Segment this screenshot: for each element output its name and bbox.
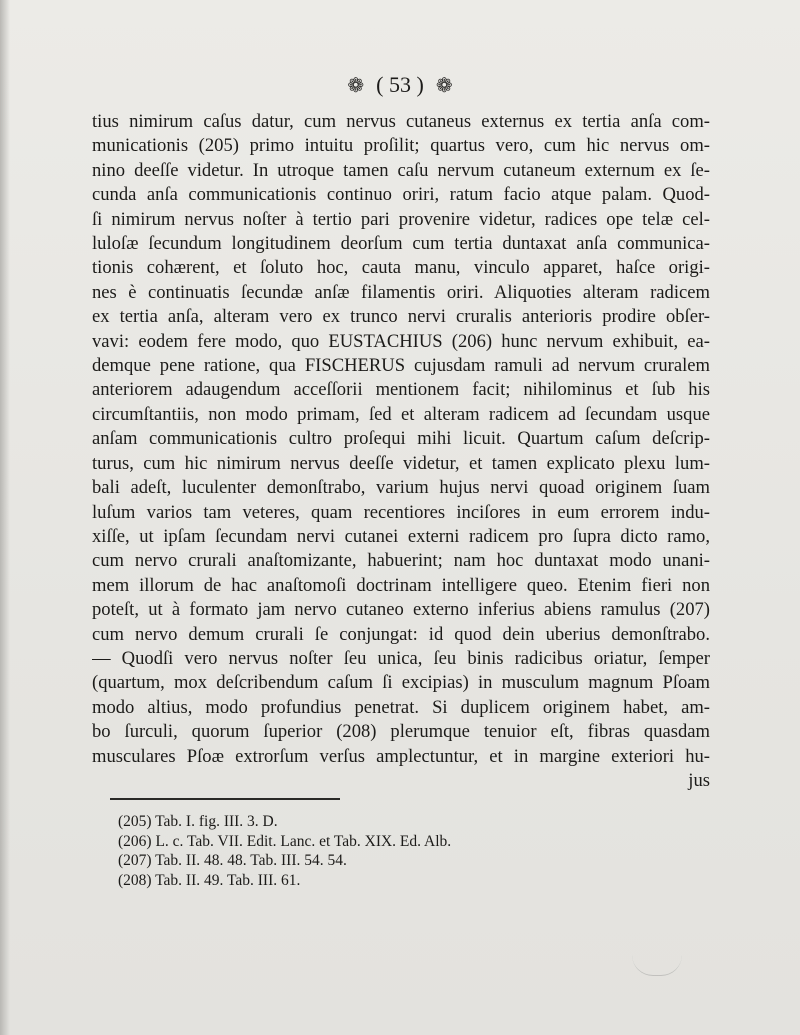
text-line: circumſtantiis, non modo primam, ſed et alteram radicem ad ſecundam usque: [92, 403, 710, 425]
text-line: demque pene ratione, qua FISCHERUS cujusdam ramuli ad nervum cruralem: [92, 355, 710, 377]
footnotes: [118, 812, 451, 890]
text-line: musculares Pſoæ extrorſum verſus amplectuntur, et in margine exteriori hu-: [92, 745, 710, 767]
text-line: nes è continuatis ſecundæ anſæ filamentis oriri. Aliquoties alteram radicem: [92, 281, 710, 303]
text-line: cunda anſa communicationis continuo oriri, ratum facio atque palam. Quod-: [92, 184, 710, 206]
text-line: ex tertia anſa, alteram vero ex trunco nervi cruralis anterioris prodire obſer-: [92, 306, 710, 328]
footnote: (206) L. c. Tab. VII. Edit. Lanc. et Tab. XIX. Ed. Alb.: [118, 832, 452, 850]
body-text: [92, 110, 710, 793]
text-line: tius nimirum caſus datur, cum nervus cutaneus externus ex tertia anſa com-: [92, 111, 710, 132]
right-ornament-icon: ❁: [435, 74, 453, 97]
text-line: anteriorem adaugendum acceſſorii mentionem facit; nihilominus et ſub his: [92, 379, 710, 401]
text-line: xiſſe, ut ipſam ſecundam nervi cutanei externi radicem pro ſupra dicto ramo,: [92, 525, 710, 547]
text-line: cum nervo demum crurali ſe conjungat: id quod dein uberius demonſtrabo.: [92, 623, 710, 645]
footnote-rule: [110, 798, 340, 800]
text-line: anſam communicationis cultro proſequi mihi licuit. Quartum caſum deſcrip-: [92, 428, 710, 450]
text-line: poteſt, ut à formato jam nervo cutaneo externo inferius abiens ramulus (207): [92, 599, 710, 621]
text-line: turus, cum hic nimirum nervus deeſſe videtur, et tamen explicato plexu lum-: [92, 452, 710, 474]
text-line: cum nervo crurali anaſtomizante, habuerint; nam hoc duntaxat modo unani-: [92, 550, 710, 572]
text-line: mem illorum de hac anaſtomoſi doctrinam intelligere queo. Etenim fieri non: [92, 574, 710, 596]
text-line: municationis (205) primo intuitu proſilit; quartus vero, cum hic nervus om-: [92, 135, 710, 157]
text-line: vavi: eodem fere modo, quo EUSTACHIUS (206) hunc nervum exhibuit, ea-: [92, 330, 710, 352]
text-line: modo altius, modo profundius penetrat. Si duplicem originem habet, am-: [92, 696, 710, 718]
text-line: luloſæ ſecundum longitudinem deorſum cum tertia duntaxat anſa communica-: [92, 233, 710, 255]
text-line: luſum varios tam veteres, quam recentiores inciſores in eum errorem indu-: [92, 501, 710, 523]
text-line: (quartum, mox deſcribendum caſum ſi excipias) in musculum magnum Pſoam: [92, 672, 710, 694]
left-ornament-icon: ❁: [347, 74, 365, 97]
binding-shadow: [0, 0, 10, 1035]
footnote: (205) Tab. I. fig. III. 3. D.: [118, 813, 278, 830]
footnote: (207) Tab. II. 48. 48. Tab. III. 54. 54.: [118, 852, 347, 869]
page-header: [0, 72, 800, 98]
ink-mark: [632, 955, 682, 976]
text-line: ſi nimirum nervus noſter à tertio pari provenire videtur, radices ope telæ cel-: [92, 208, 710, 230]
text-line: nino deeſſe videtur. In utroque tamen caſu nervum cutaneum externum ex ſe-: [92, 159, 710, 181]
page-number: ( 53 ): [376, 72, 424, 97]
text-line: bali adeſt, luculenter demonſtrabo, varium hujus nervi quoad originem ſuam: [92, 477, 710, 499]
text-line: — Quodſi vero nervus noſter ſeu unica, ſeu binis radicibus oriatur, ſemper: [92, 647, 710, 669]
catchword: jus: [688, 769, 710, 791]
text-line: tionis cohærent, et ſoluto hoc, cauta manu, vinculo apparet, haſce origi-: [92, 257, 710, 279]
footnote: (208) Tab. II. 49. Tab. III. 61.: [118, 871, 301, 889]
text-line: bo ſurculi, quorum ſuperior (208) plerumque tenuior eſt, fibras quasdam: [92, 721, 710, 743]
